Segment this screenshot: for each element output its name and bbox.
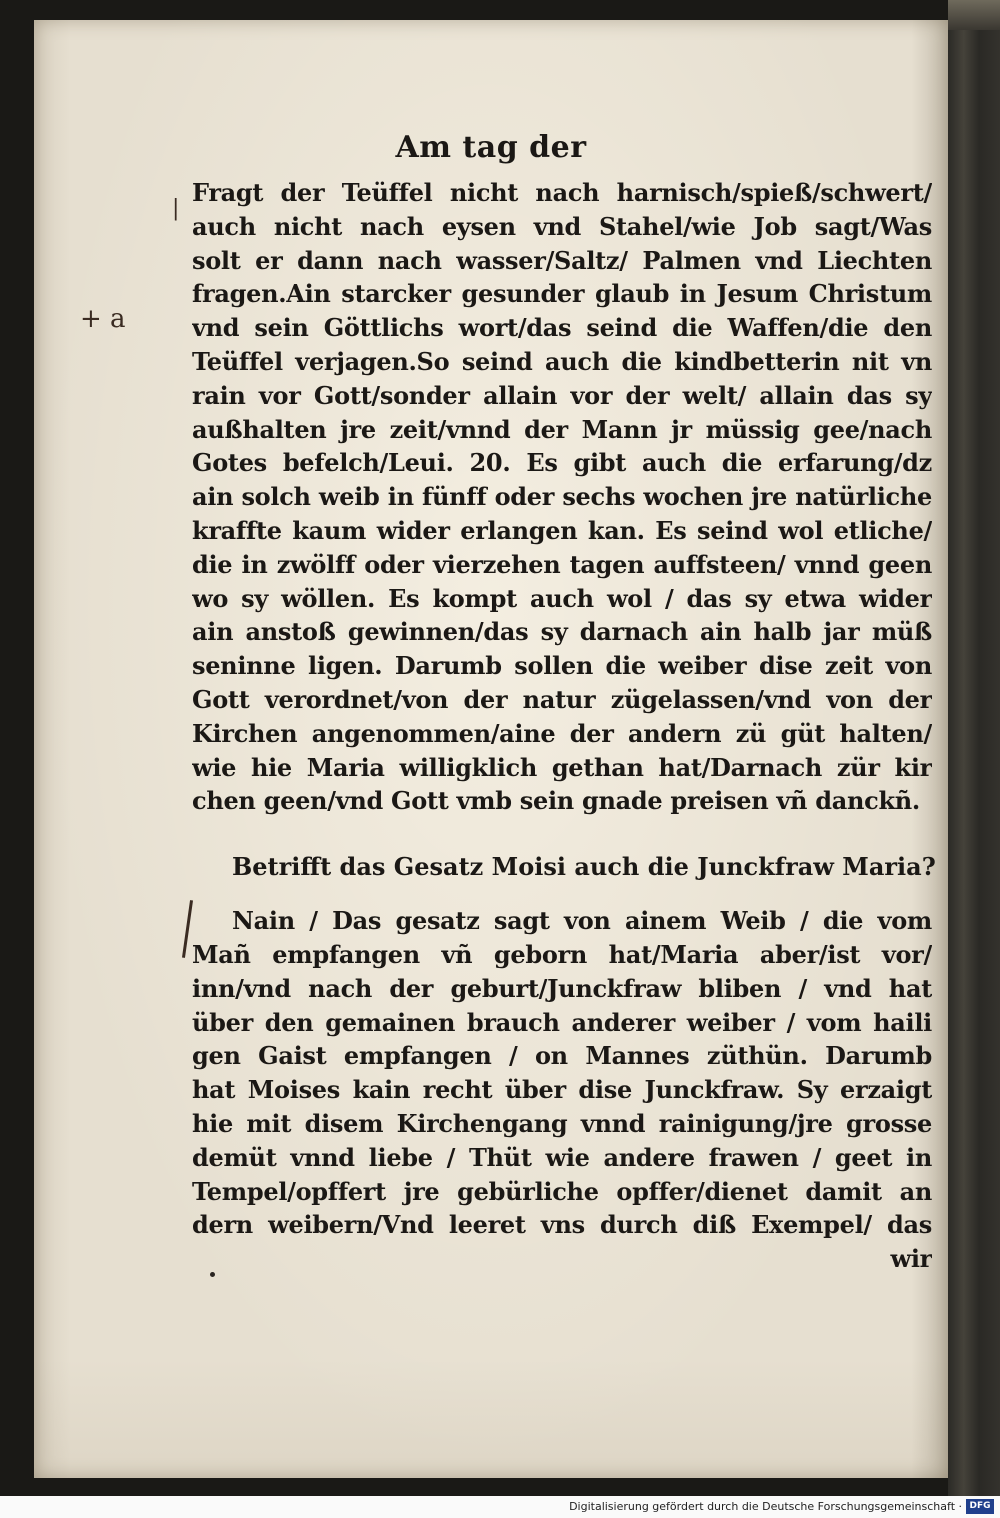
text-line: Teüffel verjagen.So seind auch die kindbetterin nit vn [192,346,932,376]
text-line: Nain / Das gesatz sagt von ainem Weib / die vom [232,906,932,936]
text-line: ain solch weib in fünff oder sechs wochen jre natürliche [192,482,932,512]
text-line: demüt vnnd liebe / Thüt wie andere frawen / geet in [192,1142,932,1172]
text-line: auch nicht nach eysen vnd Stahel/wie Job sagt/Was [192,211,932,241]
text-line: Mañ empfangen vñ geborn hat/Maria aber/ist vor/ [192,939,932,969]
text-line: fragen.Ain starcker gesunder glaub in Jesum Christum [192,279,932,309]
text-line: seninne ligen. Darumb sollen die weiber dise zeit von [192,651,932,681]
text-line: Tempel/opffert jre gebürliche opffer/dienet damit an [192,1176,932,1206]
ink-speck [210,1272,215,1277]
text-line: Kirchen angenommen/aine der andern zü güt halten/ [192,718,932,748]
text-line: vnd sein Göttlichs wort/das seind die Waffen/die den [192,313,932,343]
text-line: Gotes befelch/Leui. 20. Es gibt auch die erfarung/dz [192,448,932,478]
page-fold [948,0,1000,30]
dfg-logo: DFG [966,1499,994,1514]
page-stain [34,1358,948,1478]
text-line: inn/vnd nach der geburt/Junckfraw bliben / vnd hat [192,973,932,1003]
text-line: über den gemainen brauch anderer weiber / vom haili [192,1007,932,1037]
text-line: ain anstoß gewinnen/das sy darnach ain halb jar müß [192,617,932,647]
text-line: kraffte kaum wider erlangen kan. Es seind wol etliche/ [192,515,932,545]
text-line: hie mit disem Kirchengang vnnd rainigung/jre grosse [192,1108,932,1138]
text-line: gen Gaist empfangen / on Mannes züthün. Darumb [192,1041,932,1071]
text-line: solt er dann nach wasser/Saltz/ Palmen vnd Liechten [192,245,932,275]
margin-note: + a [80,304,126,334]
text-line: Fragt der Teüffel nicht nach harnisch/spieß/schwert/ [192,178,932,207]
text-line: außhalten jre zeit/vnnd der Mann jr müssig gee/nach [192,414,932,444]
page-edge-right [948,0,1000,1496]
footer-credit: Digitalisierung gefördert durch die Deutsche Forschungsgemeinschaft · [569,1500,962,1513]
footer-bar [0,1496,1000,1518]
text-line: die in zwölff oder vierzehen tagen auffsteen/ vnnd geen [192,549,932,579]
text-line: wo sy wöllen. Es kompt auch wol / das sy etwa wider [192,583,932,613]
text-line: hat Moises kain recht über dise Junckfraw. Sy erzaigt [192,1075,932,1105]
running-head: Am tag der [395,130,587,165]
section-heading: Betrifft das Gesatz Moisi auch die Junckfraw Maria? [232,852,936,882]
margin-bar: | [172,196,180,221]
text-line: chen geen/vnd Gott vmb sein gnade preisen vñ danckñ. [192,786,920,816]
text-line: rain vor Gott/sonder allain vor der welt/ allain das sy [192,380,932,410]
text-line: wie hie Maria willigklich gethan hat/Darnach zür kir [192,752,932,782]
text-block [192,176,936,1276]
book-page [34,20,948,1478]
catchword: wir [890,1244,932,1274]
text-line: dern weibern/Vnd leeret vns durch diß Exempel/ das [192,1210,932,1240]
text-line: Gott verordnet/von der natur zügelassen/vnd von der [192,684,932,714]
